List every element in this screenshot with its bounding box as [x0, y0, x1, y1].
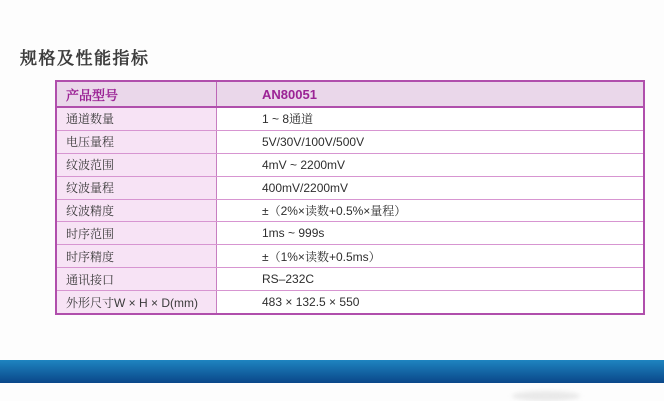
row-value: 5V/30V/100V/500V — [217, 131, 643, 153]
row-value: RS–232C — [217, 268, 643, 290]
footer-accent-bar — [0, 360, 664, 383]
header-product-model-label: 产品型号 — [57, 82, 217, 106]
page-title: 规格及性能指标 — [20, 49, 150, 68]
table-row — [57, 290, 643, 313]
header-model-number: AN80051 — [262, 86, 317, 102]
table-header-row — [57, 82, 643, 108]
table-row — [57, 153, 643, 176]
table-row — [57, 267, 643, 290]
row-label: 时序范围 — [57, 222, 217, 244]
row-value: 1ms ~ 999s — [217, 222, 643, 244]
table-body — [57, 108, 643, 313]
row-value: 4mV ~ 2200mV — [217, 154, 643, 176]
table-row — [57, 130, 643, 153]
row-label: 时序精度 — [57, 245, 217, 267]
row-value: ±（2%×读数+0.5%×量程） — [217, 200, 643, 222]
row-value: 483 × 132.5 × 550 — [217, 291, 643, 313]
row-label: 通讯接口 — [57, 268, 217, 290]
row-label: 电压量程 — [57, 131, 217, 153]
table-row — [57, 199, 643, 222]
row-label: 纹波范围 — [57, 154, 217, 176]
row-label: 外形尺寸W × H × D(mm) — [57, 291, 217, 313]
table-row — [57, 176, 643, 199]
row-value: 1 ~ 8通道 — [217, 108, 643, 130]
row-label: 纹波精度 — [57, 200, 217, 222]
spec-table — [55, 80, 645, 315]
table-row — [57, 244, 643, 267]
row-value: 400mV/2200mV — [217, 177, 643, 199]
row-value: ±（1%×读数+0.5ms） — [217, 245, 643, 267]
row-label: 纹波量程 — [57, 177, 217, 199]
table-row — [57, 108, 643, 130]
row-label: 通道数量 — [57, 108, 217, 130]
table-row — [57, 221, 643, 244]
